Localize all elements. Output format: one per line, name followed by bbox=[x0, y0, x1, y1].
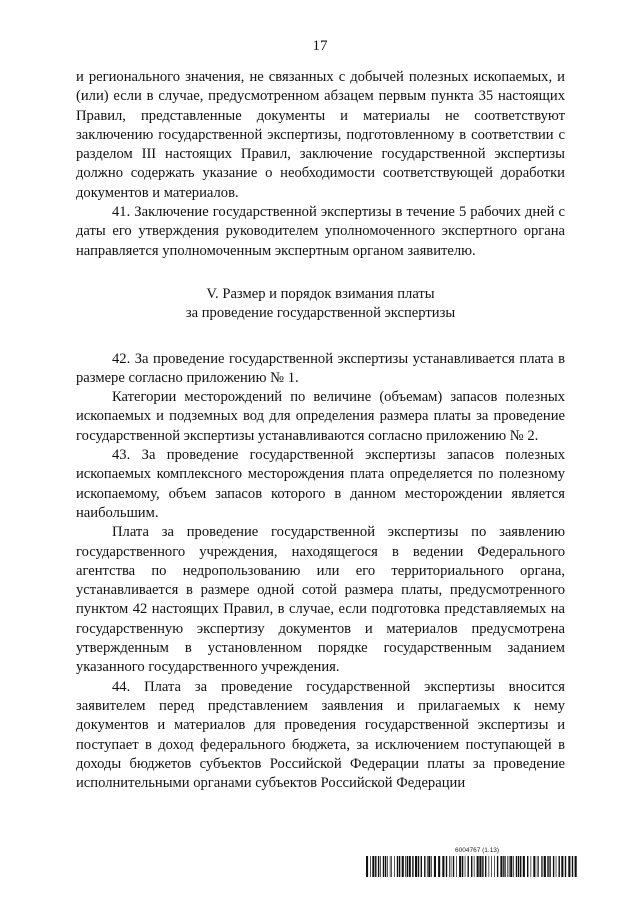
barcode-bar bbox=[468, 856, 469, 877]
document-body bbox=[76, 68, 565, 793]
barcode-bar bbox=[561, 856, 563, 877]
section-title-line-2: за проведение государственной экспертизы bbox=[185, 305, 456, 322]
barcode-bar bbox=[409, 856, 411, 877]
barcode-bar bbox=[497, 856, 498, 877]
paragraph-continuation: и регионального значения, не связанных с добычей полезных ископаемых, и (или) если в случае, предусмотренном абзацем первым пункта 35 настоящих Правил, представленные документы и материалы не соответствуют заключению государственной экспертизы, подготовленному в соответствии с разделом III настоящих Правил, заключение государственной экспертизы должно содержать указание о необходимости соответствующей доработки документов и материалов. bbox=[76, 69, 565, 201]
barcode-bar bbox=[489, 856, 490, 877]
barcode-bar bbox=[542, 856, 543, 877]
barcode-bar bbox=[510, 856, 512, 877]
barcode-bar bbox=[415, 856, 417, 877]
barcode-bar bbox=[378, 856, 379, 877]
document-code: 6004767 (1.13) bbox=[455, 847, 500, 854]
barcode-bar bbox=[421, 856, 422, 877]
paragraph-43-fee: Плата за проведение государственной экспертизы по заявлению государственного учреждения, находящегося в ведении Федерального агентства по недропользованию или его территориального органа, устанавливается в размере одной сотой размера платы, предусмотренного пунктом 42 настоящих Правил, в случае, если подготовка представляемых на государственную экспертизу документов и материалов предусмотрена утвержденным в установленном порядке государственным заданием указанного государственного учреждения. bbox=[76, 524, 565, 676]
barcode-bar bbox=[462, 856, 463, 877]
paragraph-41: 41. Заключение государственной экспертизы в течение 5 рабочих дней с даты его утверждения руководителем уполномоченного экспертного органа направляется уполномоченным экспертным органом заявителю. bbox=[76, 204, 565, 259]
barcode-bar bbox=[366, 856, 368, 877]
barcode-bar bbox=[537, 856, 538, 877]
barcode-bar bbox=[418, 856, 419, 877]
barcode-bar bbox=[527, 856, 528, 877]
barcode-bar bbox=[424, 856, 425, 877]
section-title bbox=[76, 285, 565, 324]
barcode-bar bbox=[451, 856, 452, 877]
barcode-bar bbox=[516, 856, 517, 877]
barcode-bar bbox=[479, 856, 481, 877]
barcode-bar bbox=[538, 856, 539, 877]
barcode-bar bbox=[399, 856, 400, 877]
barcode-bar bbox=[459, 856, 461, 877]
barcode-bar bbox=[500, 856, 502, 877]
barcode-bar bbox=[477, 856, 479, 877]
barcode-bar bbox=[549, 856, 550, 877]
barcode-bar bbox=[494, 856, 495, 877]
barcode-bar bbox=[465, 856, 466, 877]
barcode-bar bbox=[533, 856, 535, 877]
barcode-bar bbox=[531, 856, 532, 877]
barcode-bar bbox=[390, 856, 391, 877]
barcode-bar bbox=[503, 856, 504, 877]
barcode-bar bbox=[442, 856, 444, 877]
barcode-bar bbox=[482, 856, 483, 877]
barcode-bar bbox=[412, 856, 413, 877]
paragraph-42-categories: Категории месторождений по величине (объемам) запасов полезных ископаемых и подземных вод для определения размера платы за проведение государственной экспертизы устанавливаются согласно приложению № 2. bbox=[76, 389, 565, 444]
barcode-bar bbox=[383, 856, 384, 877]
barcode-bar bbox=[541, 856, 542, 877]
page-number: 17 bbox=[312, 38, 328, 54]
barcode-bar bbox=[375, 856, 376, 877]
barcode-bar bbox=[520, 856, 521, 877]
barcode-bar bbox=[556, 856, 557, 877]
barcode-bar bbox=[518, 856, 519, 877]
barcode-bar bbox=[505, 856, 506, 877]
barcode-bar bbox=[553, 856, 554, 877]
barcode-bar bbox=[438, 856, 440, 877]
barcode-bar bbox=[402, 856, 404, 877]
section-title-line-1: V. Размер и порядок взимания платы bbox=[206, 285, 435, 302]
paragraph-42: 42. За проведение государственной экспертизы устанавливается плата в размере согласно приложению № 1. bbox=[76, 350, 565, 386]
barcode-bar bbox=[449, 856, 450, 877]
barcode-bar bbox=[456, 856, 457, 877]
barcode-bar bbox=[372, 856, 374, 877]
barcode-bar bbox=[397, 856, 398, 877]
barcode-bar bbox=[380, 856, 381, 877]
barcode-bar bbox=[568, 856, 570, 877]
barcode-bar bbox=[407, 856, 408, 877]
barcode-bar bbox=[387, 856, 388, 877]
barcode-bar bbox=[491, 856, 492, 877]
barcode-bar bbox=[385, 856, 386, 877]
barcode-bar bbox=[544, 856, 546, 877]
barcode-bar bbox=[391, 856, 392, 877]
barcode-bar bbox=[474, 856, 475, 877]
barcode-bar bbox=[509, 856, 510, 877]
barcode-bar bbox=[507, 856, 508, 877]
barcode-bar bbox=[523, 856, 525, 877]
barcode-bar bbox=[513, 856, 514, 877]
barcode-image bbox=[366, 856, 578, 877]
barcode-bar bbox=[434, 856, 436, 877]
barcode-bar bbox=[565, 856, 566, 877]
barcode-bar bbox=[394, 856, 395, 877]
barcode-bar bbox=[453, 856, 454, 877]
barcode-bar bbox=[575, 856, 577, 877]
barcode-bar bbox=[485, 856, 486, 877]
barcode-bar bbox=[446, 856, 447, 877]
barcode-bar bbox=[572, 856, 573, 877]
barcode-bar bbox=[471, 856, 472, 877]
barcode-bar bbox=[370, 856, 371, 877]
barcode-bar bbox=[405, 856, 406, 877]
barcode-bar bbox=[431, 856, 432, 877]
paragraph-43: 43. За проведение государственной экспертизы запасов полезных ископаемых комплексного месторождения плата определяется по полезному ископаемому, объем запасов которого в данном месторождении является наибольшим. bbox=[76, 447, 565, 521]
barcode-bar bbox=[428, 856, 430, 877]
barcode-bar bbox=[547, 856, 548, 877]
barcode-bar bbox=[559, 856, 560, 877]
paragraph-44: 44. Плата за проведение государственной экспертизы вносится заявителем перед представлением заявления и прилагаемых к нему документов и материалов для проведения государственной экспертизы и поступает в доход федерального бюджета, за исключением поступающей в доходы бюджетов субъектов Российской Федерации платы за проведение исполнительными органами субъектов Российской Федерации bbox=[76, 678, 565, 792]
barcode-bar bbox=[427, 856, 428, 877]
